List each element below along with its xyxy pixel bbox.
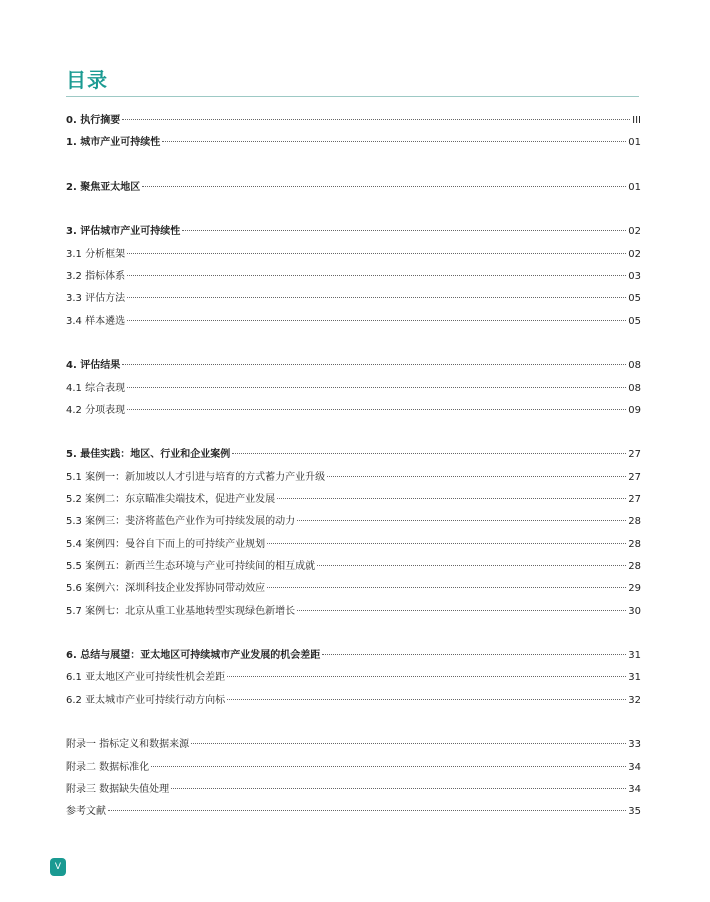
toc-entry-label: 5.6 案例六：深圳科技企业发挥协同带动效应	[66, 583, 266, 595]
toc-dot-leader	[171, 788, 626, 789]
toc-dot-leader	[297, 520, 626, 521]
toc-entry-page: 02	[628, 226, 641, 238]
toc-entry[interactable]	[66, 311, 641, 333]
toc-entry[interactable]	[66, 734, 641, 756]
toc-entry-page: 01	[628, 181, 641, 193]
toc-entry-page: 28	[628, 538, 641, 550]
toc-entry[interactable]	[66, 801, 641, 823]
toc-dot-leader	[127, 275, 626, 276]
toc-entry-page: 05	[628, 293, 641, 305]
toc-entry-label: 5.3 案例三：斐济将蓝色产业作为可持续发展的动力	[66, 516, 296, 528]
toc-entry-page: 31	[628, 672, 641, 684]
toc-dot-leader	[127, 409, 626, 410]
toc-entry-label: 6.2 亚太城市产业可持续行动方向标	[66, 694, 226, 706]
toc-dot-leader	[142, 186, 626, 187]
toc-entry-label: 5.4 案例四：曼谷自下而上的可持续产业规划	[66, 538, 266, 550]
toc-entry-label: 附录二 数据标准化	[66, 761, 150, 773]
toc-entry[interactable]	[66, 378, 641, 400]
toc-entry-label: 4.1 综合表现	[66, 382, 126, 394]
toc-entry[interactable]	[66, 645, 641, 667]
toc-entry[interactable]	[66, 467, 641, 489]
toc-entry-page: 02	[628, 248, 641, 260]
toc-entry[interactable]	[66, 132, 641, 154]
toc-dot-leader	[267, 543, 626, 544]
toc-entry[interactable]	[66, 534, 641, 556]
toc-dot-leader	[127, 253, 626, 254]
toc-dot-leader	[227, 676, 626, 677]
toc-dot-leader	[127, 297, 626, 298]
toc-entry-label: 3.2 指标体系	[66, 271, 126, 283]
toc-dot-leader	[122, 119, 630, 120]
toc-entry[interactable]	[66, 266, 641, 288]
toc-entry-page: 27	[628, 449, 641, 461]
toc-entry[interactable]	[66, 601, 641, 623]
toc-entry-label: 4. 评估结果	[66, 360, 121, 372]
toc-dot-leader	[127, 387, 626, 388]
toc-entry-page: 27	[628, 471, 641, 483]
toc-entry-page: 32	[628, 694, 641, 706]
toc-dot-leader	[327, 476, 626, 477]
toc-dot-leader	[151, 766, 626, 767]
toc-dot-leader	[297, 610, 626, 611]
toc-entry-label: 6. 总结与展望：亚太地区可持续城市产业发展的机会差距	[66, 650, 321, 662]
toc-entry[interactable]	[66, 690, 641, 712]
toc-dot-leader	[122, 364, 626, 365]
page-number-badge: V	[50, 858, 66, 876]
toc-entry-page: III	[632, 115, 641, 126]
toc-entry[interactable]	[66, 511, 641, 533]
toc-entry-label: 3. 评估城市产业可持续性	[66, 226, 181, 238]
toc-entry[interactable]	[66, 110, 641, 132]
toc-entry[interactable]	[66, 177, 641, 199]
toc-entry-page: 01	[628, 137, 641, 149]
toc-entry-label: 6.1 亚太地区产业可持续性机会差距	[66, 672, 226, 684]
page-title: 目录	[66, 68, 108, 92]
toc-entry-label: 5.7 案例七：北京从重工业基地转型实现绿色新增长	[66, 605, 296, 617]
toc-entry-label: 1. 城市产业可持续性	[66, 137, 161, 149]
toc-entry-page: 03	[628, 271, 641, 283]
toc-entry[interactable]	[66, 578, 641, 600]
title-divider	[66, 96, 639, 97]
toc-entry[interactable]	[66, 556, 641, 578]
toc-entry[interactable]	[66, 757, 641, 779]
toc-entry-page: 27	[628, 494, 641, 506]
toc-entry-page: 05	[628, 315, 641, 327]
toc-entry-page: 28	[628, 516, 641, 528]
toc-entry-label: 5. 最佳实践：地区、行业和企业案例	[66, 449, 231, 461]
toc-dot-leader	[127, 320, 626, 321]
toc-dot-leader	[317, 565, 626, 566]
toc-entry[interactable]	[66, 444, 641, 466]
toc-entry-page: 33	[628, 739, 641, 751]
toc-entry-label: 参考文献	[66, 806, 106, 818]
toc-entry-page: 34	[628, 783, 641, 795]
toc-entry[interactable]	[66, 667, 641, 689]
toc-dot-leader	[191, 743, 626, 744]
toc-entry-label: 0. 执行摘要	[66, 115, 121, 126]
toc-dot-leader	[232, 453, 626, 454]
toc-entry[interactable]	[66, 244, 641, 266]
toc-entry[interactable]	[66, 779, 641, 801]
toc-entry-page: 35	[628, 806, 641, 818]
toc-dot-leader	[182, 230, 626, 231]
toc-dot-leader	[277, 498, 626, 499]
table-of-contents	[66, 110, 641, 824]
toc-entry-label: 附录一 指标定义和数据来源	[66, 739, 190, 751]
toc-entry[interactable]	[66, 489, 641, 511]
toc-entry-page: 34	[628, 761, 641, 773]
toc-entry-label: 3.1 分析框架	[66, 248, 126, 260]
toc-entry-label: 附录三 数据缺失值处理	[66, 783, 170, 795]
toc-entry[interactable]	[66, 400, 641, 422]
toc-entry-page: 29	[628, 583, 641, 595]
toc-entry-label: 2. 聚焦亚太地区	[66, 181, 141, 193]
toc-entry-page: 09	[628, 404, 641, 416]
toc-dot-leader	[227, 699, 626, 700]
toc-entry-label: 3.4 样本遴选	[66, 315, 126, 327]
toc-dot-leader	[322, 654, 626, 655]
toc-entry-page: 30	[628, 605, 641, 617]
toc-entry-page: 28	[628, 560, 641, 572]
toc-dot-leader	[267, 587, 626, 588]
toc-entry-label: 5.2 案例二：东京瞄准尖端技术，促进产业发展	[66, 494, 276, 506]
toc-entry-label: 4.2 分项表现	[66, 404, 126, 416]
toc-entry-page: 08	[628, 360, 641, 372]
toc-entry[interactable]	[66, 221, 641, 243]
toc-entry[interactable]	[66, 288, 641, 310]
toc-entry-label: 5.1 案例一：新加坡以人才引进与培育的方式蓄力产业升级	[66, 471, 326, 483]
toc-dot-leader	[162, 141, 626, 142]
toc-entry[interactable]	[66, 355, 641, 377]
toc-entry-page: 31	[628, 650, 641, 662]
toc-dot-leader	[108, 810, 626, 811]
toc-entry-label: 5.5 案例五：新西兰生态环境与产业可持续间的相互成就	[66, 560, 316, 572]
toc-entry-page: 08	[628, 382, 641, 394]
toc-entry-label: 3.3 评估方法	[66, 293, 126, 305]
